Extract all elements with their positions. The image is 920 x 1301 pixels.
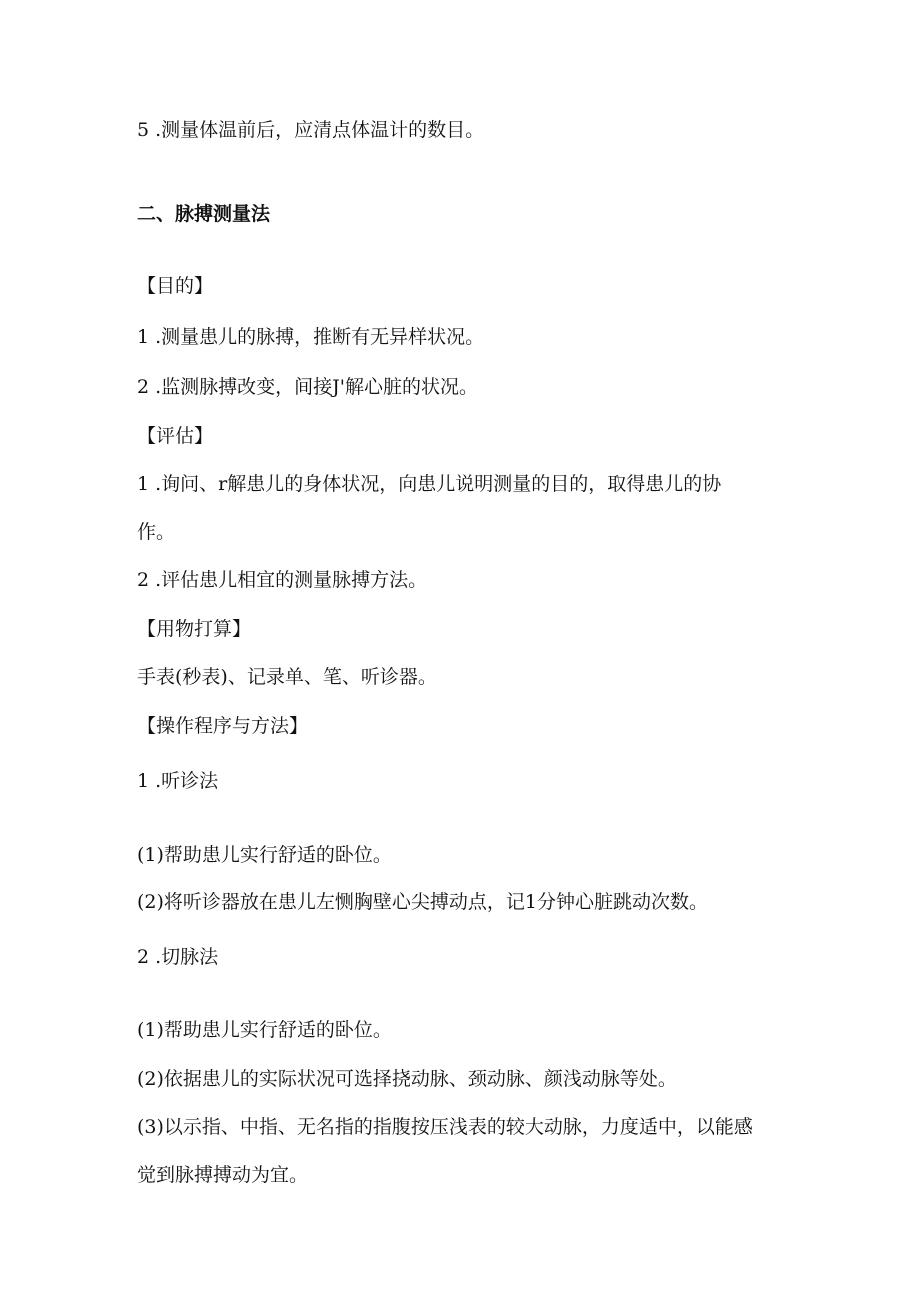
purpose-item-2: 2 .监测脉搏改变，间接J'解心脏的状况。 [137,376,479,398]
item-5-thermometer-count: 5 .测量体温前后，应清点体温计的数目。 [137,119,485,141]
subheading-procedure: 【操作程序与方法】 [137,715,309,737]
palpation-step-1: (1)帮助患儿实行舒适的卧位。 [137,1019,392,1041]
section-heading-pulse-measurement: 二、脉搏测量法 [137,203,271,225]
palpation-step-2: (2)依据患儿的实际状况可选择挠动脉、颈动脉、颜浅动脉等处。 [137,1068,677,1090]
palpation-step-3: (3)以示指、中指、无名指的指腹按压浅表的较大动脉，力度适中，以能感 [137,1116,753,1138]
supplies-list: 手表(秒表)、记录单、笔、听诊器。 [137,666,437,688]
palpation-step-3-continued: 觉到脉搏搏动为宜。 [137,1164,309,1186]
subheading-assessment: 【评估】 [137,425,214,447]
assessment-item-1-continued: 作。 [137,521,176,543]
auscultation-step-1: (1)帮助患儿实行舒适的卧位。 [137,844,392,866]
procedure-palpation: 2 .切脉法 [137,946,219,968]
assessment-item-2: 2 .评估患儿相宜的测量脉搏方法。 [137,569,428,591]
auscultation-step-2: (2)将听诊器放在患儿左恻胸壁心尖搏动点，记1分钟心脏跳动次数。 [137,891,709,913]
procedure-auscultation: 1 .听诊法 [137,770,219,792]
subheading-purpose: 【目的】 [137,275,214,297]
purpose-item-1: 1 .测量患儿的脉搏，推断有无异样状况。 [137,326,485,348]
subheading-supplies: 【用物打算】 [137,618,252,640]
assessment-item-1: 1 .询问、r解患儿的身体状况，向患儿说明测量的目的，取得患儿的协 [137,473,722,495]
